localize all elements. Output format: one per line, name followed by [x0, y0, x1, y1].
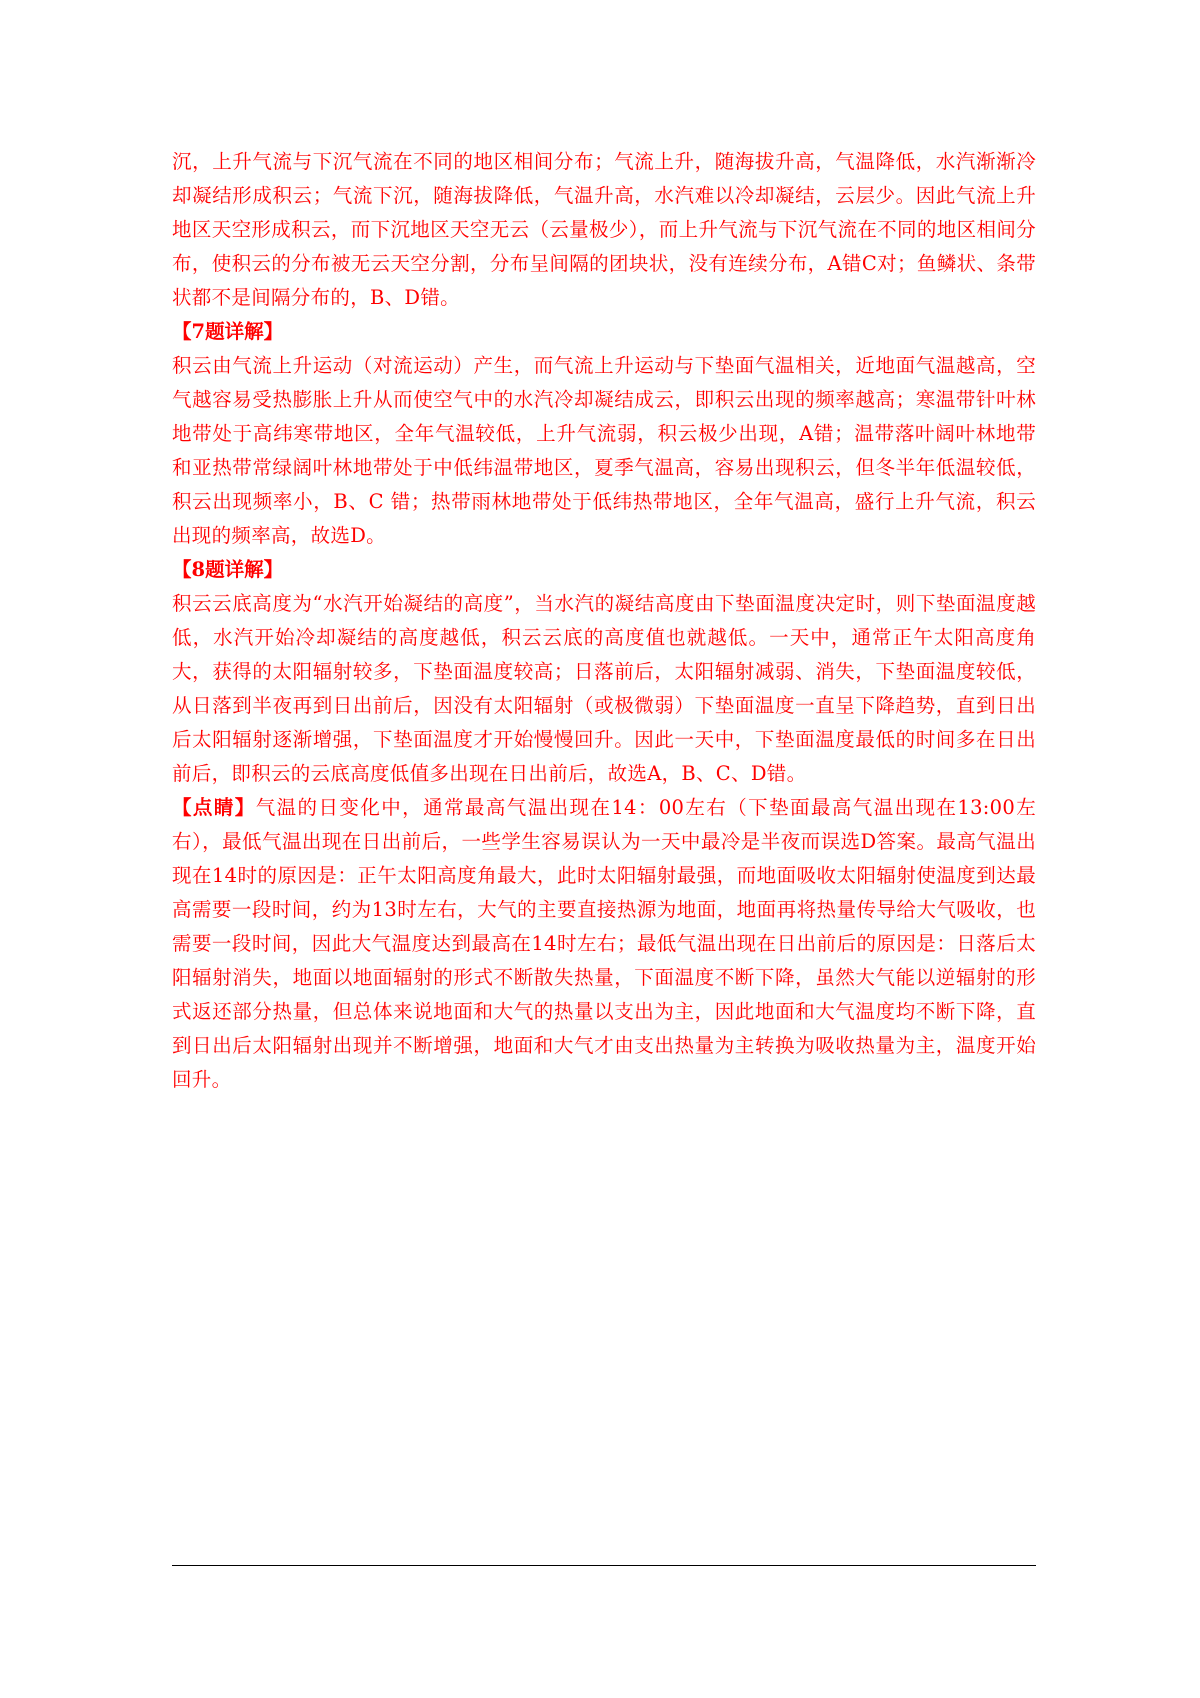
- paragraph-dianjing: [172, 791, 1036, 1097]
- paragraph-question-8: 积云云底高度为“水汽开始凝结的高度”，当水汽的凝结高度由下垫面温度决定时，则下垫面温度越低，水汽开始冷却凝结的高度越低，积云云底的高度值也就越低。一天中，通常正午太阳高度角大，获得的太阳辐射较多，下垫面温度较高；日落前后，太阳辐射减弱、消失，下垫面温度较低，从日落到半夜再到日出前后，因没有太阳辐射（或极微弱）下垫面温度一直呈下降趋势，直到日出后太阳辐射逐渐增强，下垫面温度才开始慢慢回升。因此一天中，下垫面温度最低的时间多在日出前后，即积云的云底高度低值多出现在日出前后，故选A，B、C、D错。: [172, 592, 1036, 785]
- heading-question-8: 【8题详解】: [172, 558, 284, 581]
- paragraph-continuation: 沉，上升气流与下沉气流在不同的地区相间分布；气流上升，随海拔升高，气温降低，水汽渐渐冷却凝结形成积云；气流下沉，随海拔降低，气温升高，水汽难以冷却凝结，云层少。因此气流上升地区天空形成积云，而下沉地区天空无云（云量极少），而上升气流与下沉气流在不同的地区相间分布，使积云的分布被无云天空分割，分布呈间隔的团块状，没有连续分布，A错C对；鱼鳞状、条带状都不是间隔分布的，B、D错。: [172, 150, 1036, 309]
- dianjing-label: 【点睛】: [172, 796, 256, 819]
- footer-divider: [172, 1565, 1036, 1566]
- document-body: [172, 145, 1036, 1097]
- paragraph-question-7: 积云由气流上升运动（对流运动）产生，而气流上升运动与下垫面气温相关，近地面气温越高，空气越容易受热膨胀上升从而使空气中的水汽冷却凝结成云，即积云出现的频率越高；寒温带针叶林地带处于高纬寒带地区，全年气温较低，上升气流弱，积云极少出现，A错；温带落叶阔叶林地带和亚热带常绿阔叶林地带处于中低纬温带地区，夏季气温高，容易出现积云，但冬半年低温较低，积云出现频率小，B、C 错；热带雨林地带处于低纬热带地区，全年气温高，盛行上升气流，积云出现的频率高，故选D。: [172, 354, 1036, 547]
- dianjing-text: 气温的日变化中，通常最高气温出现在14：00左右（下垫面最高气温出现在13:00左右），最低气温出现在日出前后，一些学生容易误认为一天中最冷是半夜而误选D答案。最高气温出现在14时的原因是：正午太阳高度角最大，此时太阳辐射最强，而地面吸收太阳辐射使温度到达最高需要一段时间，约为13时左右，大气的主要直接热源为地面，地面再将热量传导给大气吸收，也需要一段时间，因此大气温度达到最高在14时左右；最低气温出现在日出前后的原因是：日落后太阳辐射消失，地面以地面辐射的形式不断散失热量，下面温度不断下降，虽然大气能以逆辐射的形式返还部分热量，但总体来说地面和大气的热量以支出为主，因此地面和大气温度均不断下降，直到日出后太阳辐射出现并不断增强，地面和大气才由支出热量为主转换为吸收热量为主，温度开始回升。: [172, 796, 1037, 1091]
- heading-question-7: 【7题详解】: [172, 320, 284, 343]
